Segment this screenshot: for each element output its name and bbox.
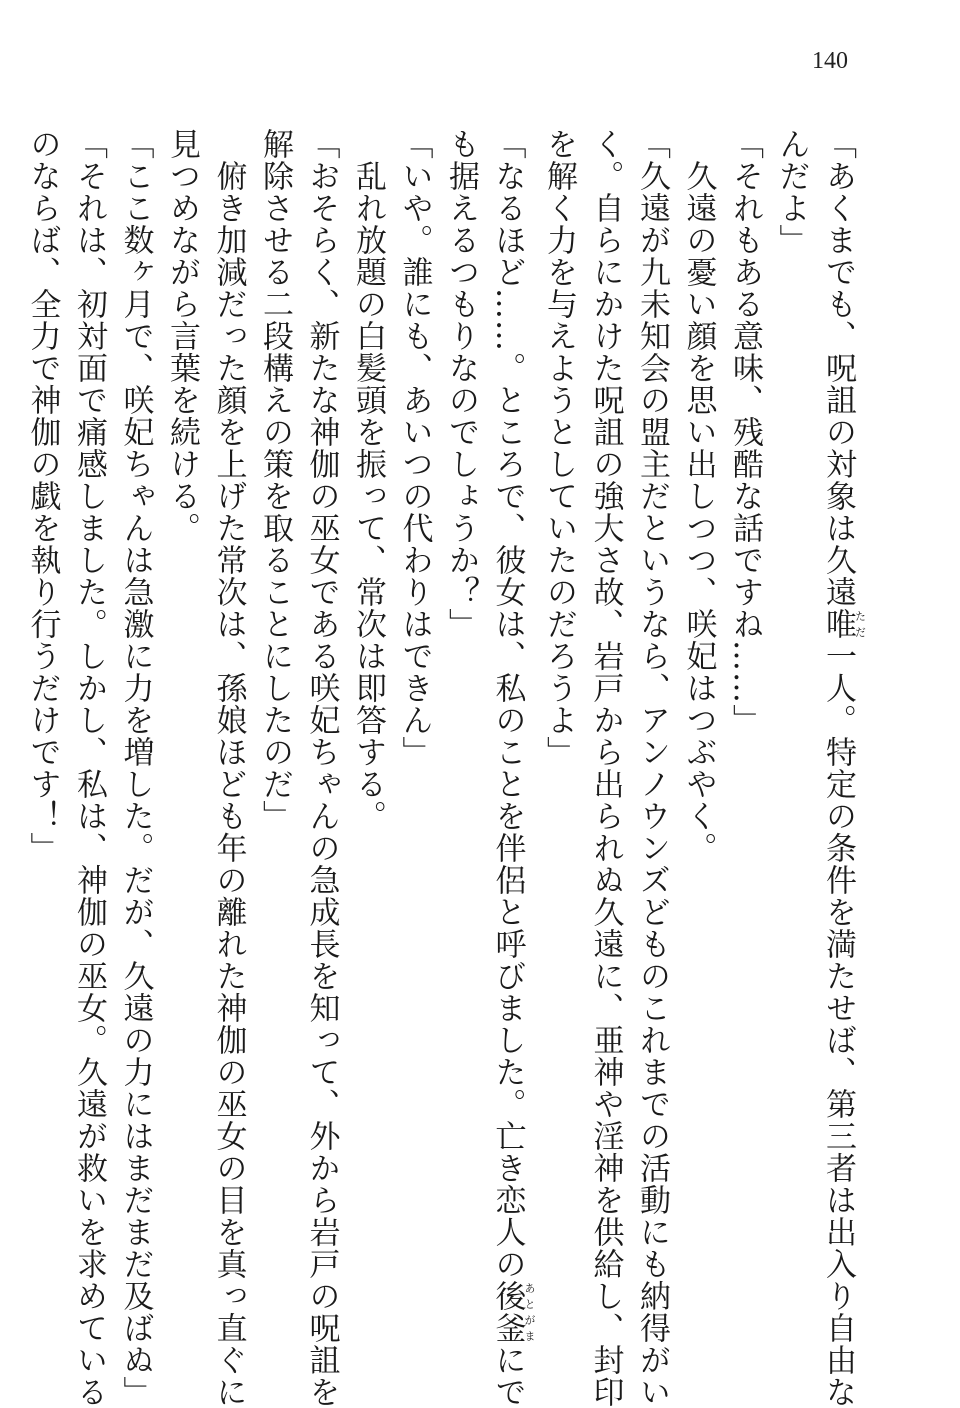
ruby-reading: ただ <box>853 608 867 640</box>
ruby-reading: あとがま <box>523 1280 536 1344</box>
ruby-base: 唯 <box>820 608 856 640</box>
text-line: 「ここ数ヶ月で、咲妃ちゃんは急激に力を増した。だが、久遠の力にはまだまだ及ばぬ」 <box>117 128 154 1408</box>
text-line: く。自らにかけた呪詛の強大さ故、岩戸から出られぬ久遠に、亜神や淫神を供給し、封印 <box>587 128 624 1408</box>
text-line <box>815 128 867 1408</box>
text-line: 「おそらく、新たな神伽の巫女である咲妃ちゃんの急成長を知って、外から岩戸の呪詛を <box>303 128 340 1408</box>
text-line: も据えるつもりなのでしょうか？」 <box>443 128 479 640</box>
vertical-text-body <box>24 128 867 1408</box>
text-segment: 「あくまでも、呪詛の対象は久遠 <box>820 128 856 608</box>
text-line: のならば、全力で神伽の戯を執り行うだけです！」 <box>24 128 61 864</box>
text-line <box>484 128 536 1408</box>
text-line: 「いや。誰にも、あいつの代わりはできん」 <box>396 128 433 768</box>
text-line: んだよ」 <box>773 128 810 256</box>
text-line: 乱れ放題の白髪頭を振って、常次は即答する。 <box>350 128 386 832</box>
text-segment: にで <box>489 1344 526 1408</box>
ruby-base: 後釜 <box>489 1280 526 1344</box>
text-line: 解除させる二段構えの策を取ることにしたのだ」 <box>257 128 293 832</box>
text-line: 見つめながら言葉を続ける。 <box>164 128 200 544</box>
text-line: 「それもある意味、残酷な話ですね……」 <box>727 128 763 736</box>
text-line: を解く力を与えようとしていたのだろうよ」 <box>541 128 577 768</box>
text-line: 俯き加減だった顔を上げた常次は、孫娘ほども年の離れた神伽の巫女の目を真っ直ぐに <box>210 128 247 1408</box>
text-line: 久遠の憂い顔を思い出しつつ、咲妃はつぶやく。 <box>680 128 717 864</box>
text-line: 「久遠が九未知会の盟主だというなら、アンノウンズどものこれまでの活動にも納得がい <box>634 128 670 1408</box>
text-line: 「それは、初対面で痛感しました。しかし、私は、神伽の巫女。久遠が救いを求めている <box>71 128 107 1408</box>
text-segment: 一人。特定の条件を満たせば、第三者は出入り自由な <box>820 640 856 1408</box>
text-segment: 「なるほど……。ところで、彼女は、私のことを伴侶と呼びました。亡き恋人の <box>489 128 526 1280</box>
furigana-word <box>820 608 867 640</box>
page-number: 140 <box>812 48 848 74</box>
furigana-word <box>489 1280 536 1344</box>
